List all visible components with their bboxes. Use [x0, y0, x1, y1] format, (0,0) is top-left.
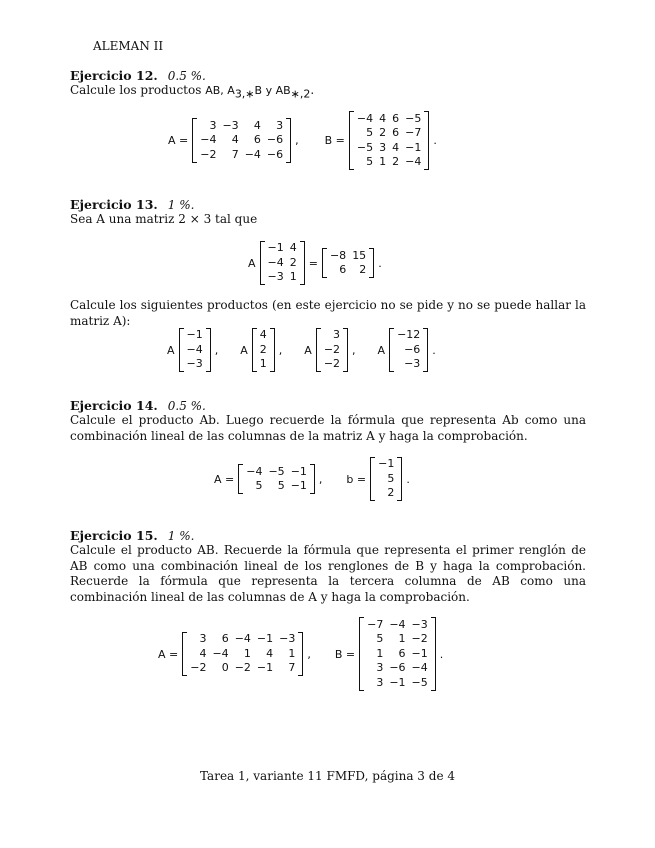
matrix-entry: −1 — [411, 646, 428, 660]
matrix-entry: 5 — [376, 632, 384, 646]
separator: . — [432, 343, 436, 357]
matrix-entry: −5 — [411, 675, 428, 689]
ex13-product-A-label: A — [377, 343, 386, 357]
matrix-entry: 4 — [289, 241, 297, 255]
matrix-entry: −1 — [256, 661, 274, 675]
matrix-entry: −4 — [212, 646, 229, 660]
matrix-entry: −4 — [411, 661, 428, 675]
ex12-A-label: A = — [168, 134, 189, 147]
ex12-statement — [70, 83, 586, 102]
matrix-entry: 7 — [231, 147, 239, 161]
ex13-product-A-label: A — [304, 343, 312, 357]
matrix-entry: 6 — [392, 111, 400, 125]
matrix-entry: −6 — [266, 133, 284, 147]
separator: , — [278, 343, 283, 357]
ex12-text-ab: AB, A — [205, 84, 235, 97]
matrix-entry: 6 — [398, 646, 406, 660]
matrix-entry: −4 — [234, 632, 251, 646]
matrix-entry: −6 — [389, 661, 406, 675]
ex14-percent: 0.5 %. — [167, 399, 206, 413]
ex12-sub1: 3,∗ — [234, 87, 255, 101]
matrix-entry: −4 — [405, 155, 422, 168]
right-bracket — [431, 618, 436, 691]
matrix-entry: −1 — [290, 464, 307, 478]
matrix-entry: −5 — [356, 140, 374, 154]
matrix-entry: 2 — [392, 155, 400, 168]
matrix — [370, 457, 402, 502]
matrix-entry: 0 — [221, 661, 229, 675]
matrix — [192, 118, 291, 163]
ex14-A-label: A = — [214, 472, 235, 486]
ex13-vector — [252, 328, 275, 373]
ex12-title: Ejercicio 12. — [70, 68, 158, 83]
matrix-entry: 3 — [379, 140, 387, 154]
ex14-heading — [70, 398, 206, 413]
matrix-entry: 3 — [376, 661, 384, 675]
matrix-entry: 15 — [352, 248, 367, 262]
ex13-product-A-label: A — [240, 343, 248, 357]
ex15-matrix-B — [355, 617, 440, 691]
matrix — [182, 632, 303, 677]
matrix-entry: 5 — [366, 155, 374, 168]
ex13-question: Calcule los siguientes productos (en este ejercicio no se pide y no se puede hallar la matriz A): — [70, 298, 586, 328]
matrix-entry: 5 — [255, 479, 263, 492]
matrix-entry: −5 — [405, 111, 422, 125]
matrix-entry: −2 — [411, 632, 428, 646]
matrix-entry: −1 — [389, 675, 406, 689]
matrix-entry: −2 — [323, 342, 341, 356]
matrix-entry: 6 — [253, 133, 261, 147]
matrix-entry: 3 — [376, 675, 384, 689]
ex12-B-label: B = — [324, 134, 345, 147]
matrix-entry: 6 — [221, 632, 229, 646]
matrix-entry: 2 — [359, 263, 367, 276]
matrix-entry: −3 — [222, 118, 239, 132]
matrix-entry: 5 — [277, 479, 285, 492]
matrix-entry: 1 — [379, 155, 387, 168]
ex14-matrix-A — [234, 464, 319, 494]
matrix-entry: 4 — [266, 646, 274, 660]
matrix-entry: 1 — [398, 632, 406, 646]
ex15-heading — [70, 528, 194, 543]
ex14-vector-b — [366, 457, 406, 502]
matrix-entry: 4 — [259, 328, 267, 342]
matrix-entry: 3 — [276, 118, 284, 132]
ex13-vector — [179, 328, 211, 373]
matrix-entry: 1 — [289, 270, 297, 284]
separator: , — [214, 343, 219, 357]
ex12-text-end: . — [310, 83, 315, 97]
page-footer: Tarea 1, variante 11 FMFD, página 3 de 4 — [199, 769, 455, 783]
matrix-entry: 1 — [259, 357, 267, 371]
matrix-entry: 3 — [199, 632, 207, 646]
matrix-entry: 3 — [333, 328, 341, 342]
ex12-percent: 0.5 %. — [167, 69, 206, 83]
matrix-entry: −4 — [244, 147, 261, 161]
ex15-percent: 1 %. — [167, 529, 195, 543]
matrix-entry: 4 — [199, 646, 207, 660]
ex12-sub2: ∗,2 — [290, 87, 311, 101]
matrix-entry: 4 — [253, 118, 261, 132]
matrix-entry: −4 — [246, 464, 263, 478]
matrix-entry: −1 — [267, 241, 284, 255]
ex12-text-b: B y AB — [254, 84, 291, 97]
matrix-entry: 1 — [376, 646, 384, 660]
ex15-B-label: B = — [334, 647, 356, 661]
right-bracket — [298, 632, 303, 676]
matrix-entry: −4 — [186, 342, 203, 356]
ex12-equation: A = 3 −3 4 3 −4 4 6 −6 −2 7 −4 −6 , B = −4 4 6 −5 5 2 6 −7 −5 3 4 −1 5 1 2 −4 . — [168, 111, 437, 168]
matrix-entry: −5 — [268, 464, 285, 478]
page-header: ALEMAN II — [93, 39, 164, 53]
matrix-entry: 7 — [288, 661, 296, 675]
ex12-heading — [70, 68, 206, 83]
matrix-entry: 5 — [366, 126, 374, 139]
matrix-entry: −6 — [266, 147, 284, 161]
ex13-matrix-M — [256, 241, 309, 286]
matrix-entry: 6 — [339, 263, 347, 276]
matrix-entry: −2 — [190, 661, 207, 675]
right-bracket — [310, 465, 315, 494]
ex12-matrix-B — [345, 111, 433, 170]
matrix-entry: 3 — [209, 118, 217, 132]
matrix-entry: −2 — [323, 357, 341, 371]
matrix-entry: 1 — [243, 646, 251, 660]
ex15-matrix-A — [178, 632, 307, 677]
right-bracket — [343, 328, 348, 372]
ex13-percent: 1 %. — [167, 198, 195, 212]
matrix-entry: −7 — [367, 617, 384, 631]
right-bracket — [206, 328, 211, 372]
matrix-entry: −7 — [405, 126, 422, 139]
ex15-equation: A = 3 6 −4 −1 −3 4 −4 1 4 1 −2 0 −2 −1 7 , B = −7 −4 −3 5 1 −2 1 6 −1 3 −6 −4 3 −1 −5 . — [158, 617, 444, 689]
right-bracket — [286, 119, 291, 163]
matrix-entry: −12 — [397, 328, 421, 342]
ex12-text: Calcule los productos — [70, 83, 206, 97]
matrix-entry: −4 — [389, 617, 406, 631]
matrix-entry: 6 — [392, 126, 400, 139]
right-bracket — [270, 328, 275, 372]
matrix — [260, 241, 305, 286]
ex12-matrix-A — [188, 118, 295, 163]
matrix-entry: −3 — [279, 632, 296, 646]
ex13-title: Ejercicio 13. — [70, 197, 158, 212]
ex13-heading — [70, 197, 194, 212]
ex13-vector — [316, 328, 348, 373]
right-bracket — [369, 249, 374, 278]
matrix-entry: −1 — [290, 479, 307, 492]
ex14-title: Ejercicio 14. — [70, 398, 158, 413]
matrix — [238, 464, 315, 494]
ex14-equation: A = −4 −5 −1 5 5 −1 , b = −1 5 2 . — [214, 457, 410, 500]
ex13-products — [167, 325, 436, 375]
right-bracket — [300, 241, 305, 285]
matrix-entry: 4 — [392, 140, 400, 154]
matrix-entry: −1 — [378, 457, 395, 471]
ex15-A-label: A = — [158, 647, 179, 661]
separator: , — [352, 343, 356, 357]
matrix-entry: −3 — [267, 270, 284, 284]
ex13-vector — [389, 328, 428, 373]
matrix-entry: −6 — [404, 342, 421, 356]
matrix-entry: 2 — [259, 342, 267, 356]
matrix-entry: 4 — [231, 133, 239, 147]
right-bracket — [423, 328, 428, 372]
matrix-entry: −8 — [329, 248, 347, 262]
matrix-entry: −1 — [186, 328, 203, 342]
matrix-entry: 2 — [387, 486, 395, 500]
matrix-entry: 4 — [379, 111, 387, 125]
matrix-entry: −1 — [405, 140, 422, 154]
matrix-entry: −3 — [411, 617, 428, 631]
matrix-entry: 2 — [289, 255, 297, 269]
ex13-product-A-label: A — [167, 343, 175, 357]
matrix — [359, 617, 436, 691]
matrix-entry: −4 — [200, 133, 217, 147]
ex13-A-label: A — [248, 256, 256, 270]
ex14-b-label: b = — [346, 472, 367, 486]
ex14-statement: Calcule el producto Ab. Luego recuerde la fórmula que representa Ab como una combinación lineal de las columnas de la matriz A y haga la comprobación. — [70, 413, 586, 443]
ex13-equation: A −1 4 −4 2 −3 1 = −8 15 6 2 . — [248, 241, 382, 284]
matrix — [349, 111, 429, 170]
matrix-entry: −1 — [256, 632, 274, 646]
matrix-entry: 5 — [387, 471, 395, 485]
matrix — [322, 248, 374, 278]
matrix-entry: −4 — [267, 255, 284, 269]
right-bracket — [397, 457, 402, 501]
ex13-matrix-R — [318, 248, 378, 278]
matrix-entry: −3 — [404, 357, 421, 371]
ex15-statement: Calcule el producto AB. Recuerde la fórmula que representa el primer renglón de AB como una combinación lineal de los renglones de B y haga la comprobación. Recuerde la fórmula que representa la tercera columna de AB como una combinación lineal de las columnas de A y haga la comprobación. — [70, 543, 586, 604]
matrix-entry: −3 — [186, 357, 203, 371]
matrix-entry: 2 — [379, 126, 387, 139]
ex15-title: Ejercicio 15. — [70, 528, 158, 543]
ex13-statement: Sea A una matriz 2 × 3 tal que — [70, 212, 258, 226]
matrix-entry: −2 — [200, 147, 217, 161]
right-bracket — [424, 112, 429, 170]
matrix-entry: −2 — [234, 661, 251, 675]
matrix-entry: 1 — [288, 646, 296, 660]
matrix-entry: −4 — [356, 111, 374, 125]
